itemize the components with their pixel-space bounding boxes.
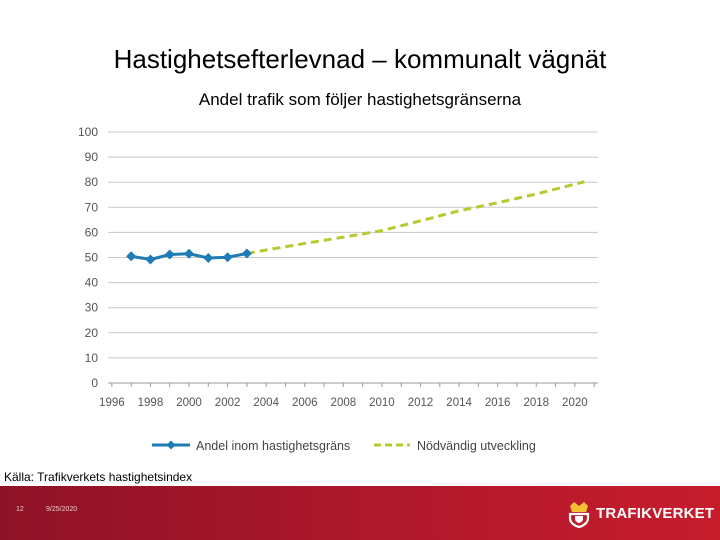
- slide-title: Hastighetsefterlevnad – kommunalt vägnät: [113, 44, 607, 74]
- x-tick-label-2008: 2008: [330, 397, 357, 409]
- x-tick-label-2020: 2020: [562, 397, 588, 409]
- x-tick-label-1996: 1996: [99, 397, 125, 409]
- legend-label-0: Andel inom hastighetsgräns: [196, 439, 351, 453]
- data-point-1998: [145, 255, 155, 265]
- series-line-1: [247, 182, 585, 254]
- y-tick-label-90: 90: [84, 150, 98, 165]
- y-tick-label-0: 0: [91, 376, 98, 390]
- x-tick-label-2012: 2012: [407, 397, 434, 409]
- y-tick-label-70: 70: [84, 200, 98, 215]
- x-tick-label-2002: 2002: [214, 397, 241, 409]
- legend-marker-0: [167, 441, 176, 450]
- y-tick-label-40: 40: [84, 275, 98, 290]
- y-tick-label-80: 80: [84, 175, 98, 190]
- page-number: 12: [16, 506, 24, 513]
- y-tick-label-50: 50: [84, 250, 98, 265]
- crown-icon: [566, 498, 592, 528]
- data-point-2002: [223, 252, 233, 262]
- brand-name: TRAFIKVERKET: [596, 504, 715, 522]
- x-tick-label-2000: 2000: [176, 397, 202, 409]
- brand-logo: [566, 498, 714, 528]
- x-tick-label-1998: 1998: [137, 397, 164, 409]
- y-tick-label-20: 20: [84, 325, 98, 340]
- data-point-2001: [203, 253, 213, 263]
- x-tick-label-2016: 2016: [484, 397, 511, 409]
- chart-title: Andel trafik som följer hastighetsgränserna: [198, 90, 522, 109]
- data-point-2003: [242, 248, 252, 258]
- source-note: Källa: Trafikverkets hastighetsindex: [4, 470, 193, 484]
- footer-bar: [0, 486, 720, 540]
- y-tick-label-30: 30: [84, 300, 98, 315]
- footer-date: 9/25/2020: [46, 506, 78, 513]
- x-tick-label-2004: 2004: [253, 397, 279, 409]
- data-point-1997: [126, 251, 136, 261]
- x-tick-label-2006: 2006: [291, 397, 318, 409]
- x-tick-label-2014: 2014: [446, 397, 472, 409]
- x-tick-label-2010: 2010: [369, 397, 395, 409]
- y-tick-label-10: 10: [84, 350, 98, 365]
- legend-label-1: Nödvändig utveckling: [417, 439, 536, 453]
- y-tick-label-100: 100: [77, 125, 98, 139]
- y-tick-label-60: 60: [84, 225, 98, 240]
- x-tick-label-2018: 2018: [523, 397, 550, 409]
